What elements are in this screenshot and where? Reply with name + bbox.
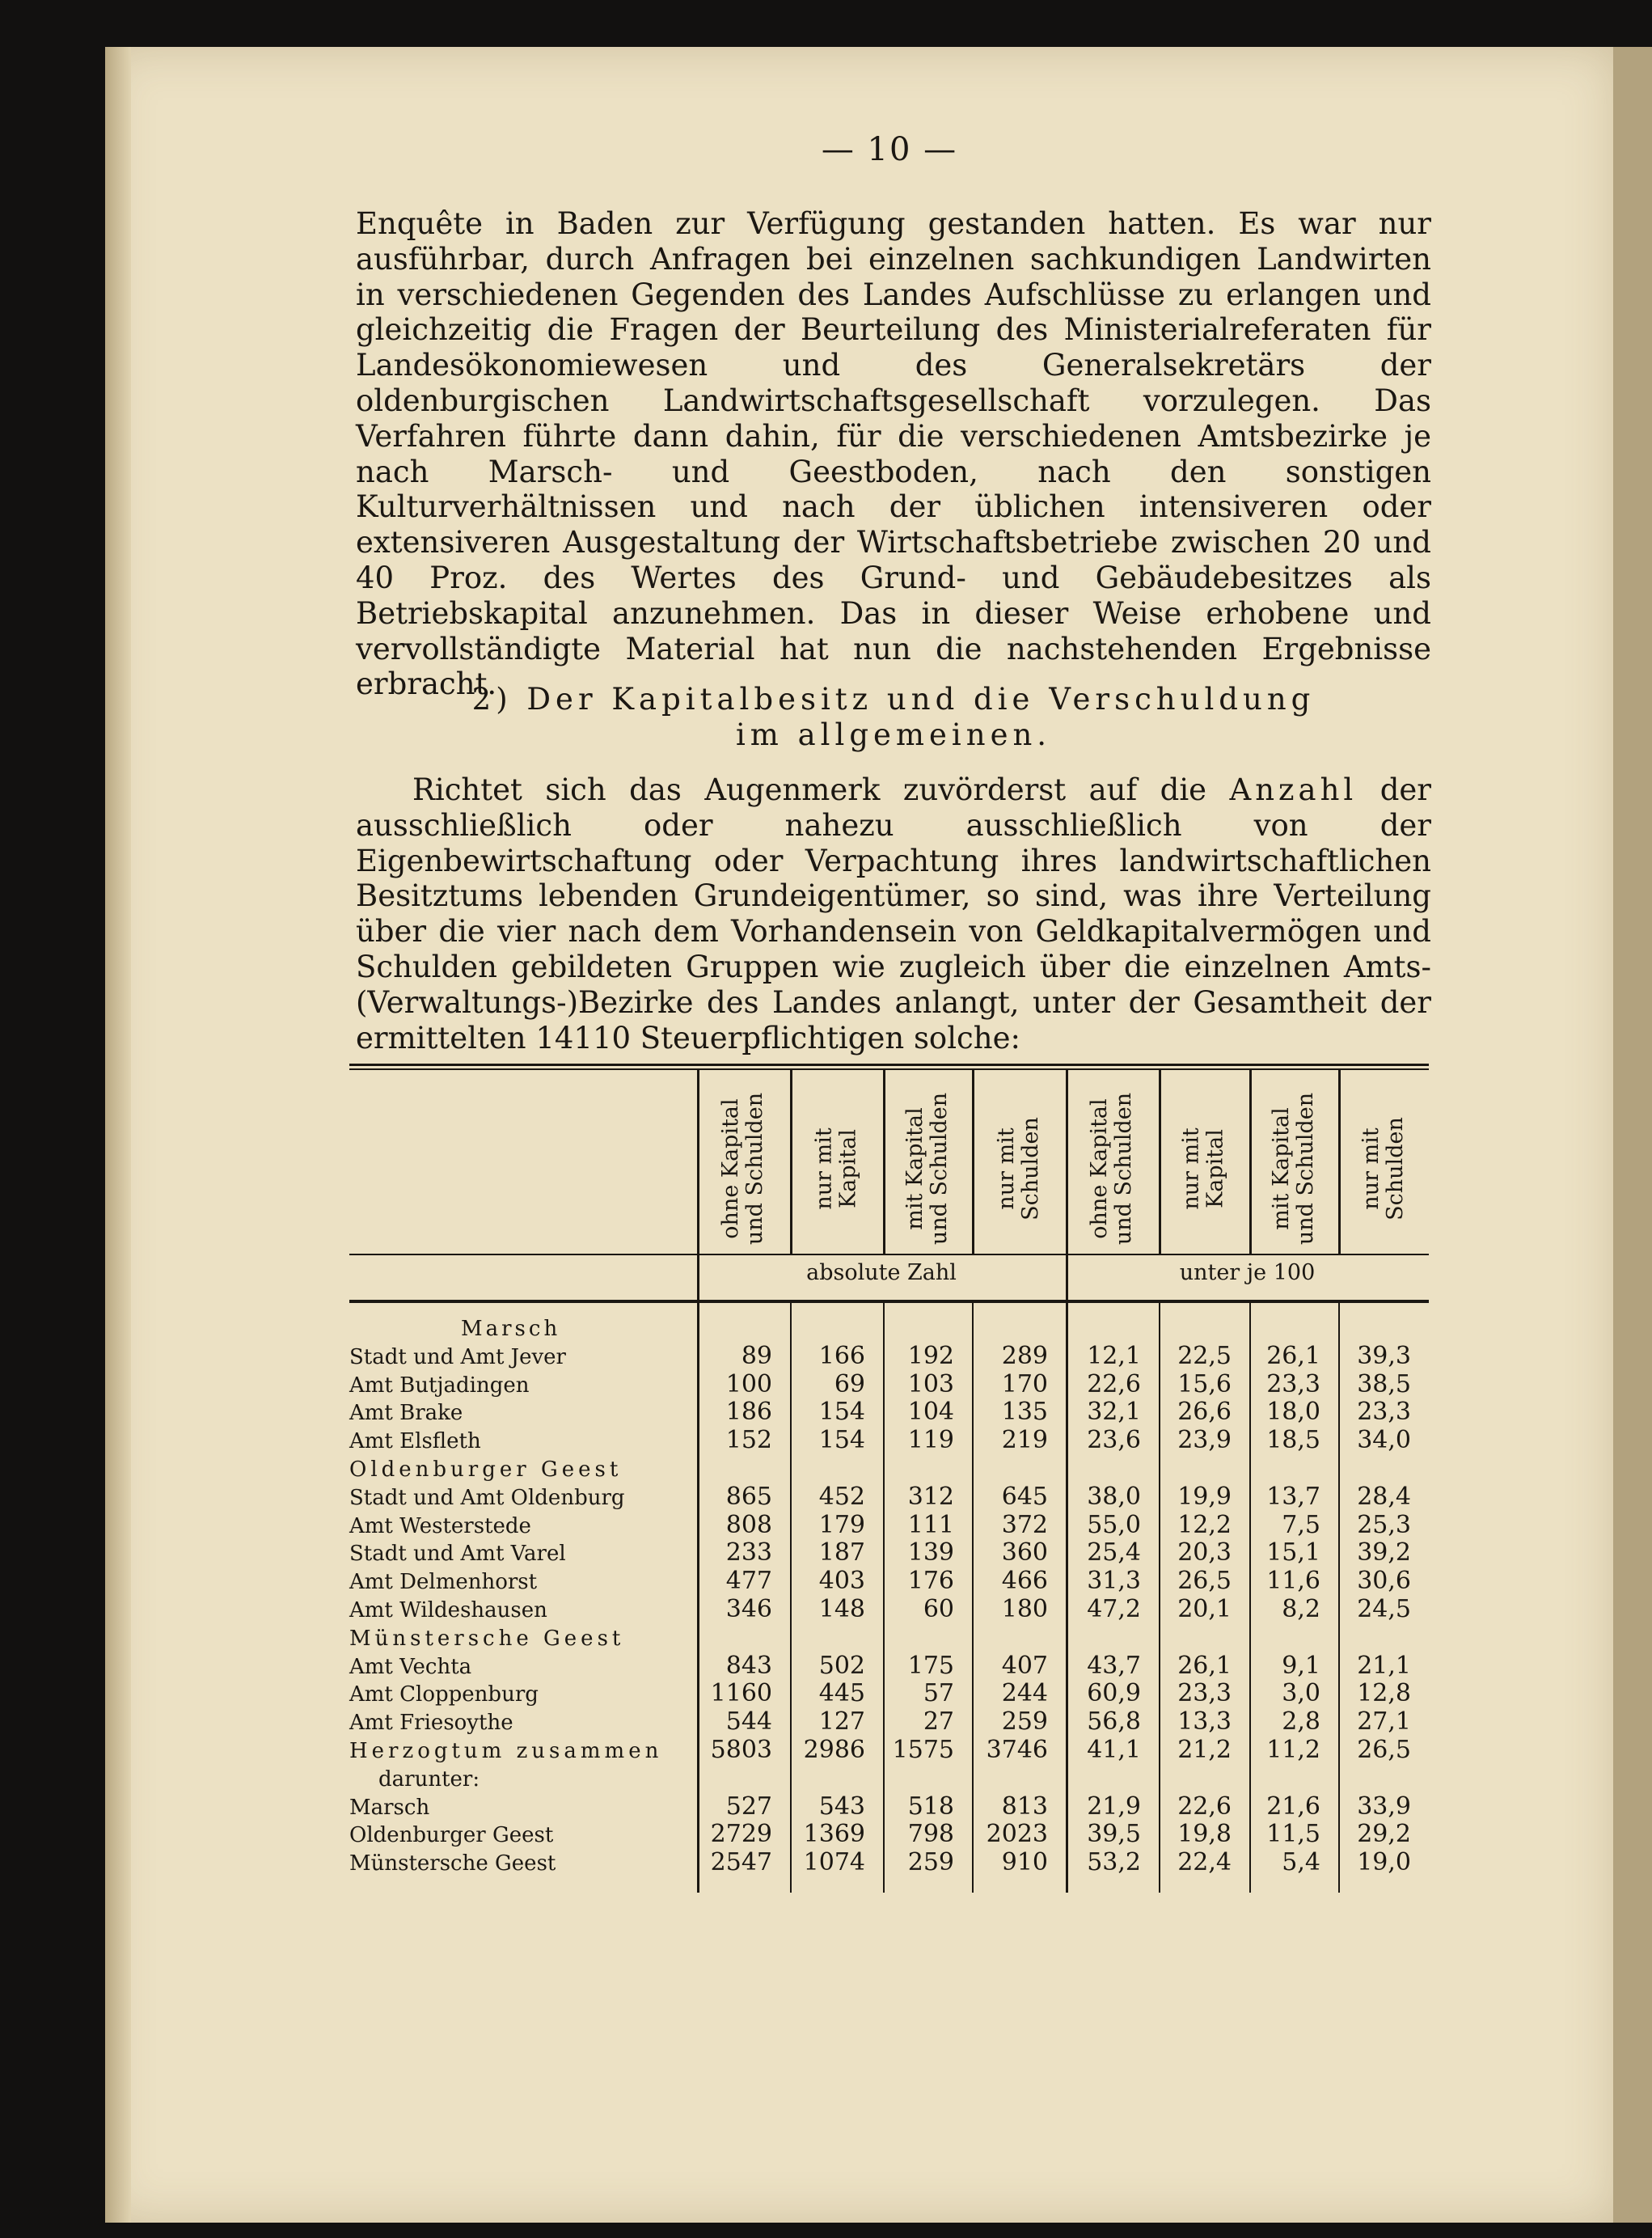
column-header [972, 1084, 1066, 1254]
column-header-label: nur mit Kapital [811, 1127, 861, 1210]
table-cell: 111 [907, 1510, 954, 1539]
table-cell: 148 [818, 1595, 865, 1623]
table-cell: 154 [818, 1398, 865, 1427]
column-header-label: nur mit Kapital [1178, 1127, 1228, 1210]
table-top-rule-thin [349, 1068, 1429, 1070]
table-cell: 39,3 [1357, 1341, 1411, 1370]
table-cell: 289 [1001, 1341, 1048, 1370]
table-cell: 19,9 [1177, 1482, 1232, 1511]
table-cell: 39,2 [1357, 1538, 1411, 1567]
column-header [697, 1084, 790, 1254]
unit-percent-label: unter je 100 [1179, 1260, 1316, 1285]
table-cell: 152 [725, 1426, 772, 1455]
table-cell: 60,9 [1087, 1679, 1141, 1708]
table-cell: 21,2 [1177, 1736, 1232, 1764]
table-cell: 166 [818, 1341, 865, 1370]
table-cell: 12,2 [1177, 1510, 1232, 1539]
table-cell: 360 [1001, 1538, 1048, 1567]
column-header [1066, 1084, 1159, 1254]
paragraph-1: Enquête in Baden zur Verfügung gestanden hatten. Es war nur ausführbar, durch Anfragen bei einzelnen sachkundigen Landwirten in verschiedenen Gegenden des Landes Aufschlüsse zu erlangen und gleichzeitig die Fragen der Beurteilung des Ministerialreferaten für Landesökonomiewesen und des Generalsekretärs der oldenburgischen Landwirtschaftsgesellschaft vorzulegen. Das Verfahren führte dann dahin, für die verschiedenen Amtsbezirke je nach Marsch- und Geestboden, nach den sonstigen Kulturverhältnissen und nach der üblichen intensiveren oder extensiveren Ausgestaltung der Wirtschaftsbetriebe zwischen 20 und 40 Proz. des Wertes des Grund- und Gebäudebesitzes als Betriebskapital anzunehmen. Das in dieser Weise erhobene und vervollständigte Material hat nun die nachstehenden Ergebnisse erbracht. [356, 206, 1431, 702]
table-cell: 15,1 [1266, 1538, 1320, 1567]
table-cell: 259 [1001, 1707, 1048, 1737]
table-cell: 26,6 [1177, 1398, 1232, 1427]
table-cell: 26,1 [1177, 1651, 1232, 1680]
table-cell: 69 [834, 1369, 865, 1398]
row-label: Amt Cloppenburg [349, 1682, 539, 1707]
table-cell: 543 [818, 1792, 865, 1821]
table-cell: 20,1 [1177, 1595, 1232, 1623]
paragraph-2-emphasis: Anzahl [1229, 772, 1358, 807]
table-cell: 154 [818, 1426, 865, 1455]
table-cell: 502 [818, 1651, 865, 1680]
table-cell: 19,0 [1357, 1848, 1411, 1877]
table-cell: 259 [907, 1848, 954, 1877]
table-cell: 192 [907, 1341, 954, 1370]
row-label: Marsch [461, 1317, 561, 1341]
table-cell: 22,4 [1177, 1848, 1232, 1877]
table-cell: 27,1 [1357, 1707, 1411, 1737]
table-cell: 186 [725, 1398, 772, 1427]
table-cell: 910 [1001, 1848, 1048, 1877]
table-cell: 55,0 [1087, 1510, 1141, 1539]
table-cell: 23,3 [1266, 1369, 1320, 1398]
table-cell: 187 [818, 1538, 865, 1567]
table-cell: 28,4 [1357, 1482, 1411, 1511]
row-label: darunter: [378, 1766, 480, 1792]
row-label: Amt Brake [349, 1401, 463, 1426]
row-label: Münstersche Geest [349, 1851, 556, 1876]
table-cell: 25,4 [1087, 1538, 1141, 1567]
table-cell: 2986 [803, 1736, 865, 1764]
table-cell: 100 [725, 1369, 772, 1398]
table-cell: 544 [725, 1707, 772, 1737]
table-cell: 170 [1001, 1369, 1048, 1398]
table-header-rule [349, 1254, 1429, 1255]
section-heading [356, 682, 1431, 753]
table-cell: 312 [907, 1482, 954, 1511]
table-cell: 23,3 [1357, 1398, 1411, 1427]
table-cell: 22,5 [1177, 1341, 1232, 1370]
table-cell: 104 [907, 1398, 954, 1427]
column-header-label: nur mit Schulden [1358, 1117, 1408, 1221]
table-cell: 843 [725, 1651, 772, 1680]
column-header-label: ohne Kapital und Schulden [718, 1092, 768, 1246]
table-cell: 179 [818, 1510, 865, 1539]
facing-page-edge [1613, 47, 1652, 2223]
paragraph-2-rest: der ausschließlich oder nahezu ausschließlich von der Eigenbewirtschaftung oder Verpachtung ihres landwirtschaftlichen Besitztums lebenden Grundeigentümer, so sind, was ihre Verteilung über die vier nach dem Vorhandensein von Geldkapitalvermögen und Schulden gebildeten Gruppen wie zugleich über die einzelnen Amts-(Verwaltungs-)Bezirke des Landes anlangt, unter der Gesamtheit der ermittelten 14110 Steuerpflichtigen solche: [356, 772, 1431, 1056]
column-header-label: mit Kapital und Schulden [1269, 1092, 1319, 1246]
table-cell: 452 [818, 1482, 865, 1511]
table-cell: 233 [725, 1538, 772, 1567]
table-cell: 135 [1001, 1398, 1048, 1427]
column-header [1338, 1084, 1429, 1254]
table-cell: 43,7 [1087, 1651, 1141, 1680]
row-label: Stadt und Amt Varel [349, 1542, 566, 1567]
table-cell: 7,5 [1282, 1510, 1320, 1539]
column-header-label: mit Kapital und Schulden [902, 1092, 953, 1246]
unit-absolute-label: absolute Zahl [806, 1260, 957, 1285]
table-cell: 18,5 [1266, 1426, 1320, 1455]
table-cell: 20,3 [1177, 1538, 1232, 1567]
column-header [1249, 1084, 1338, 1254]
table-cell: 38,5 [1357, 1369, 1411, 1398]
table-cell: 22,6 [1087, 1369, 1141, 1398]
table-cell: 21,9 [1087, 1792, 1141, 1821]
table-cell: 466 [1001, 1567, 1048, 1596]
table-cell: 38,0 [1087, 1482, 1141, 1511]
table-cell: 30,6 [1357, 1567, 1411, 1596]
table-cell: 11,5 [1266, 1820, 1320, 1849]
table-cell: 645 [1001, 1482, 1048, 1511]
table-cell: 13,7 [1266, 1482, 1320, 1511]
table-cell: 119 [907, 1426, 954, 1455]
table-cell: 26,1 [1266, 1341, 1320, 1370]
table-cell: 23,6 [1087, 1426, 1141, 1455]
table-cell: 60 [923, 1595, 954, 1623]
table-cell: 1369 [803, 1820, 865, 1849]
table-cell: 346 [725, 1595, 772, 1623]
table-cell: 2729 [710, 1820, 772, 1849]
table-cell: 176 [907, 1567, 954, 1596]
row-label: Amt Vechta [349, 1654, 472, 1679]
column-header-label: nur mit Schulden [994, 1117, 1043, 1221]
table-cell: 5,4 [1282, 1848, 1320, 1877]
row-label: Amt Westerstede [349, 1513, 531, 1538]
table-top-rule [349, 1064, 1429, 1066]
table-cell: 180 [1001, 1595, 1048, 1623]
table-cell: 445 [818, 1679, 865, 1708]
column-header [1159, 1084, 1249, 1254]
table-cell: 127 [818, 1707, 865, 1737]
table-cell: 24,5 [1357, 1595, 1411, 1623]
table-cell: 11,2 [1266, 1736, 1320, 1764]
table-cell: 34,0 [1357, 1426, 1411, 1455]
row-label: Amt Butjadingen [349, 1373, 530, 1398]
page-number: — 10 — [821, 131, 958, 168]
table-cell: 798 [907, 1820, 954, 1849]
table-body-rule [349, 1300, 1429, 1303]
table-cell: 813 [1001, 1792, 1048, 1821]
column-header-label: ohne Kapital und Schulden [1087, 1092, 1137, 1246]
row-label: Stadt und Amt Jever [349, 1344, 566, 1369]
table-cell: 527 [725, 1792, 772, 1821]
table-cell: 5803 [710, 1736, 772, 1764]
table-cell: 21,1 [1357, 1651, 1411, 1680]
column-header [790, 1084, 883, 1254]
table-cell: 56,8 [1087, 1707, 1141, 1737]
table-cell: 21,6 [1266, 1792, 1320, 1821]
section-heading-line-1: 2) Der Kapitalbesitz und die Verschuldung [471, 682, 1316, 717]
table-cell: 12,1 [1087, 1341, 1141, 1370]
table-cell: 219 [1001, 1426, 1048, 1455]
row-label: Oldenburger Geest [349, 1823, 554, 1848]
table-cell: 29,2 [1357, 1820, 1411, 1849]
table-cell: 33,9 [1357, 1792, 1411, 1821]
table-cell: 13,3 [1177, 1707, 1232, 1737]
page-gutter [105, 47, 131, 2223]
table-cell: 47,2 [1087, 1595, 1141, 1623]
table-cell: 3746 [986, 1736, 1048, 1764]
table-cell: 175 [907, 1651, 954, 1680]
table-cell: 39,5 [1087, 1820, 1141, 1849]
row-label: Stadt und Amt Oldenburg [349, 1485, 625, 1510]
table-cell: 53,2 [1087, 1848, 1141, 1877]
row-label: Herzogtum zusammen [349, 1739, 663, 1763]
table-cell: 2,8 [1282, 1707, 1320, 1737]
table-cell: 18,0 [1266, 1398, 1320, 1427]
table-cell: 15,6 [1177, 1369, 1232, 1398]
table-cell: 89 [741, 1341, 772, 1370]
table-cell: 11,6 [1266, 1567, 1320, 1596]
row-label: Amt Elsfleth [349, 1429, 481, 1454]
row-label: Marsch [349, 1795, 430, 1820]
row-label: Münstersche Geest [349, 1626, 625, 1651]
table-cell: 26,5 [1177, 1567, 1232, 1596]
table-cell: 477 [725, 1567, 772, 1596]
table-cell: 32,1 [1087, 1398, 1141, 1427]
table-cell: 1074 [803, 1848, 865, 1877]
table-cell: 2023 [986, 1820, 1048, 1849]
table-cell: 2547 [710, 1848, 772, 1877]
paragraph-2 [356, 772, 1431, 1056]
table-cell: 139 [907, 1538, 954, 1567]
table-cell: 41,1 [1087, 1736, 1141, 1764]
table-cell: 57 [923, 1679, 954, 1708]
row-label: Amt Delmenhorst [349, 1570, 538, 1595]
section-heading-line-2: im allgemeinen. [735, 717, 1052, 752]
table-cell: 407 [1001, 1651, 1048, 1680]
table-cell: 103 [907, 1369, 954, 1398]
table-cell: 8,2 [1282, 1595, 1320, 1623]
table-cell: 372 [1001, 1510, 1048, 1539]
table-cell: 403 [818, 1567, 865, 1596]
table-cell: 244 [1001, 1679, 1048, 1708]
table-cell: 808 [725, 1510, 772, 1539]
table-cell: 27 [923, 1707, 954, 1737]
table-cell: 12,8 [1357, 1679, 1411, 1708]
table-cell: 25,3 [1357, 1510, 1411, 1539]
table-cell: 3,0 [1282, 1679, 1320, 1708]
table-cell: 1575 [892, 1736, 954, 1764]
column-header [883, 1084, 972, 1254]
row-label: Amt Wildeshausen [349, 1598, 547, 1622]
table-cell: 9,1 [1282, 1651, 1320, 1680]
table-cell: 19,8 [1177, 1820, 1232, 1849]
row-label: Amt Friesoythe [349, 1711, 513, 1736]
table-cell: 1160 [710, 1679, 772, 1708]
table-cell: 23,9 [1177, 1426, 1232, 1455]
table-cell: 31,3 [1087, 1567, 1141, 1596]
paragraph-2-start: Richtet sich das Augenmerk zuvörderst auf die [412, 772, 1230, 807]
table-cell: 23,3 [1177, 1679, 1232, 1708]
table-cell: 865 [725, 1482, 772, 1511]
row-label: Oldenburger Geest [349, 1457, 623, 1482]
table-cell: 22,6 [1177, 1792, 1232, 1821]
table-cell: 26,5 [1357, 1736, 1411, 1764]
table-cell: 518 [907, 1792, 954, 1821]
